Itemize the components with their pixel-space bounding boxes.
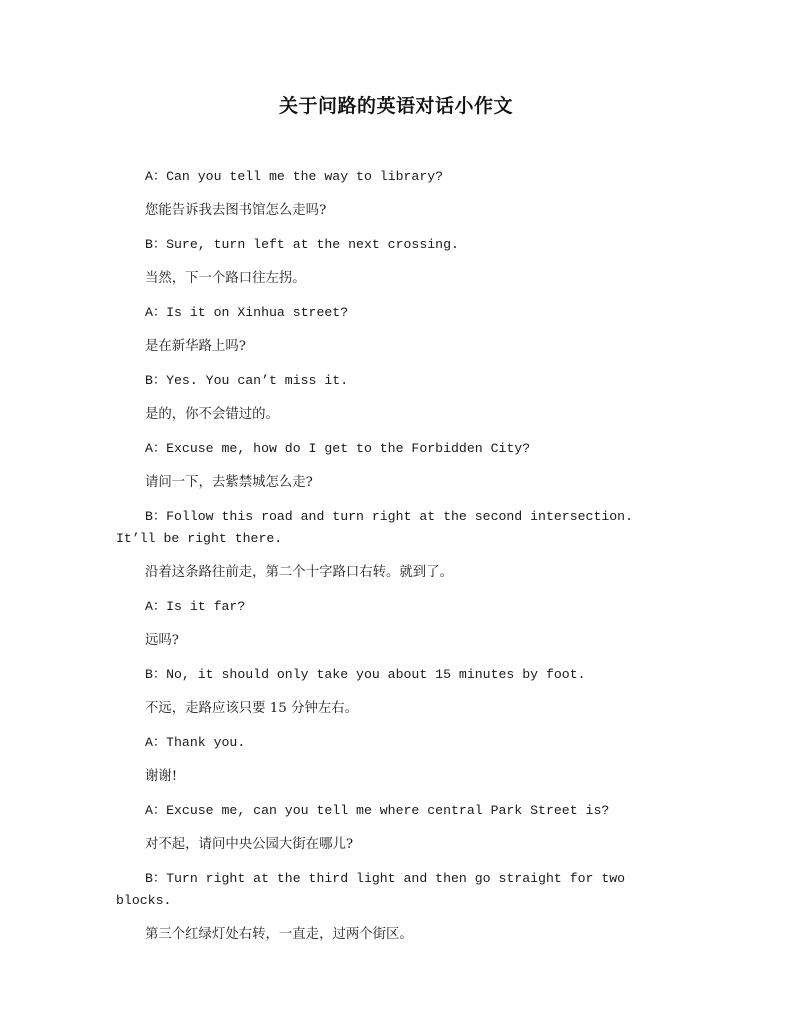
translation-line: 您能告诉我去图书馆怎么走吗? [145, 203, 327, 218]
translation-line: 是的，你不会错过的。 [145, 407, 279, 422]
dialogue-line: A：Can you tell me the way to library? [145, 169, 444, 184]
dialogue-line: B：Yes. You can’t miss it. [145, 373, 349, 388]
dialogue-line: A：Excuse me, how do I get to the Forbidden City? [145, 441, 531, 456]
translation-line: 对不起，请问中央公园大街在哪儿? [145, 837, 354, 852]
dialogue-line: A：Is it far? [145, 599, 246, 614]
dialogue-line: A：Is it on Xinhua street? [145, 305, 349, 320]
dialogue-line: B：Sure, turn left at the next crossing. [145, 237, 459, 252]
translation-line: 请问一下，去紫禁城怎么走? [145, 475, 313, 490]
translation-line: 不远，走路应该只要 15 分钟左右。 [145, 701, 359, 716]
document-body [116, 166, 676, 958]
dialogue-line: B：No, it should only take you about 15 minutes by foot. [145, 667, 586, 682]
dialogue-line: B：Turn right at the third light and then go straight for two blocks. [116, 871, 626, 908]
translation-line: 第三个红绿灯处右转，一直走，过两个街区。 [145, 927, 413, 942]
translation-line: 是在新华路上吗? [145, 339, 246, 354]
dialogue-line: A：Excuse me, can you tell me where central Park Street is? [145, 803, 610, 818]
dialogue-line: A：Thank you. [145, 735, 246, 750]
dialogue-line: B：Follow this road and turn right at the second intersection. It’ll be right there. [116, 509, 634, 546]
document-title: 关于问路的英语对话小作文 [278, 95, 513, 117]
translation-line: 当然，下一个路口往左拐。 [145, 271, 306, 286]
translation-line: 沿着这条路往前走，第二个十字路口右转。就到了。 [145, 565, 453, 580]
translation-line: 远吗? [145, 633, 179, 648]
translation-line: 谢谢! [145, 769, 178, 784]
